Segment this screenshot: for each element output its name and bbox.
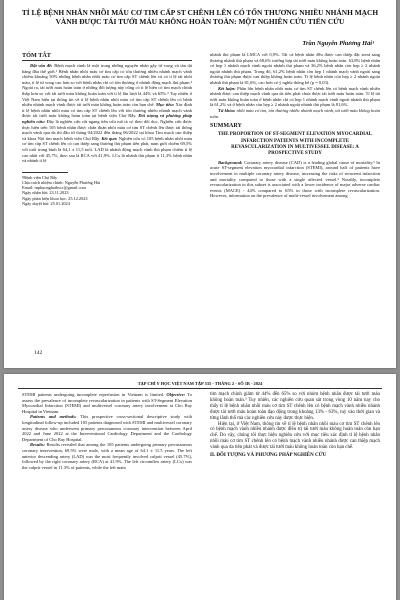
section-heading-methods: II. ĐỐI TƯỢNG VÀ PHƯƠNG PHÁP NGHIÊN CỨU (210, 453, 327, 459)
abstract-background: Đặt vấn đề: Bệnh mạch vành là một trong những nguyên nhân gây tử vong và tàn tật hàng đầu thế giới.¹ Bệnh nhân nhồi máu cơ tim cấp có tổn thương nhiều nhánh mạch vành chiếm khoảng 50% những bệnh nhân nhồi máu cơ tim cấp ST chênh lên và có tỉ lệ tái nhồi máu, tỉ lệ tử vong cao hơn so với bệnh nhân chỉ có tổn thương ở nhánh động mạch thủ phạm.² Ngoài ra, tái tưới máu hoàn toàn ở những đối tượng này cũng có tỉ lệ biến cố tim mạch chính thấp hơn so với tái tưới máu không hoàn toàn với tỉ lệ lần lượt là 44% và 65%.³ Tuy nhiên ở Việt Nam hiện tại thống tin về tỉ lệ bệnh nhân nhồi máu cơ tim cấp ST chênh lên có bệnh nhiều nhánh mạch vành được tái tưới máu không hoàn toàn còn hạn chế. Mục tiêu: Xác định tỉ lệ bệnh nhân nhồi máu cơ tim cấp ST chênh lên với tổn thương nhiều nhánh mạch vành được tái tưới máu không hoàn toàn tại bệnh viện Chợ Rẫy. Đối tượng và phương pháp nghiên cứu: Đây là nghiên cứu cắt ngang tiến cứu mô tả có theo dõi dọc. Nghiên cứu được thực hiện trên 105 bệnh nhân được chẩn đoán nhồi máu cơ tim ST chênh lên được tái thông mạch vành qua da thì đầu từ tháng 04/2022 đến tháng 06/2022 tại khoa Tim mạch can thiệp và khoa Nội tim mạch bệnh viện Chợ Rẫy. Kết quả: Nghiên cứu có 105 bệnh nhân nhồi máu cơ tim cấp ST chênh lên có can thiệp sang thương thủ phạm tiên phát, nam giới chiếm 69,5% với tuổi trung bình là 64,1 ± 11,5 tuổi. LAD là nhánh động mạch vành thủ phạm chiếm tỉ lệ cao nhất với 45,7%, theo sau là RCA với 41,9%. LCx là nhánh thủ phạm ít 11,3% bệnh nhân và nhánh tỉ lệ (22, 63, 192, 164)
keywords: Từ khóa: nhồi máu cơ tim, tổn thương nhiều nhánh mạch vành, tái tưới máu không hoàn toàn. (210, 107, 380, 119)
date-review: Ngày phản biện khoa học: 25.12.2023 (22, 195, 88, 201)
corresponding-email: Email: tnphuonghaibvcr@gmail.com (22, 185, 86, 191)
abstract-right-column (210, 52, 380, 199)
date-received: Ngày nhận bài: 23.11.2023 (22, 190, 69, 196)
date-approved: Ngày duyệt bài: 25.01.2024 (22, 200, 70, 206)
summary-objective: STEMI patients undergoing incomplete reperfusion in Vietnam is limited. Objective: To assess the prevalence of incomplete revascularization in patients with ST-Segment Elevation Myocardial Infarction (STEMI) and multivessel coronary artery involvement at Cho Ray Hospital in Vietnam. (22, 392, 193, 414)
intro-paragraph-1: tim mạch chính giảm từ 44% đến 65% so với nhóm bệnh nhân được tái tưới máu không hoàn toàn.³ Tuy nhiên, các nghiên cứu quan sát trong vòng 10 năm nay cho thấy tỉ lệ bệnh nhân nhồi máu cơ tim ST chênh lên có bệnh mạch vành nhiều nhánh được tái tưới máu hoàn toàn đạo động trong khoảng 13% - 63%, tuỳ vào thời gian và từng lãnh thổ mà các nghiên cứu này được thực hiện. (210, 392, 380, 421)
abstract-conclusion: Kết luận: Phần lớn bệnh nhân nhồi máu cơ tim ST chênh lên có bệnh mạch vành nhiều nhánh được can thiệp mạch vành qua da tiên phát chưa được tái tưới máu hoàn toàn. Tỉ lệ tái tưới máu không hoàn toàn ở bệnh nhân chỉ có hẹp 1 nhánh mạch vành ngoài nhánh thủ phạm là 61,2% và ở bệnh nhân còn hẹp ≥ 2 nhánh ngoài nhánh thủ phạm là 81,6%. (210, 85, 380, 108)
tomtat-heading: TÓM TẮT (22, 52, 192, 61)
page-number: 142 (34, 350, 43, 356)
abstract-results-continued: nhánh thủ phạm là LMCA với 0,9%. Tất cả bệnh nhân đều được can thiệp đặt stent sang thương nhánh thủ phạm và 68,6% trường hợp tái tưới máu không hoàn toàn. 63,8% bệnh nhân có hẹp 1 nhánh mạch vành ngoài nhánh thủ phạm và 36,2% bệnh nhân còn hẹp ≥ 2 nhánh ngoài nhánh thủ phạm. Trong đó, 61,2% bệnh nhân còn hẹp 1 nhánh mạch vành ngoài sang thương thủ phạm được can thiệp không hoàn toàn. Tỉ lệ bệnh nhân còn hẹp ≥ 2 nhánh ngoài nhánh thủ phạm là 81,6%, cao hơn có ý nghĩa thống kê (p = 0,03). (210, 52, 380, 85)
introduction-column (210, 392, 380, 459)
intro-paragraph-2: Hiện tại, ở Việt Nam, thông tin về tỉ lệ bệnh nhân nhồi máu cơ tim ST chênh lên có bệnh mạch vành nhiều nhánh được điều trị tái tưới máu không hoàn toàn còn hạn chế. Do vậy, chúng tôi thực hiện nghiên cứu với mục tiêu xác định tỉ lệ bệnh nhân nhồi máu cơ tim ST chênh lên có bệnh mạch vành nhiều nhánh được can thiệp mạch vành qua da tiên phát và được tái tưới máu không hoàn toàn còn hạn chế. (210, 421, 380, 451)
summary-methods: Patients and methods: This prospective cross-sectional descriptive study with longitudinal follow-up included 105 patients diagnosed with STEMI and multivessel coronary artery disease who underwent primary percutaneous coronary intervention between April 2022 and June 2022 at the Interventional Cardiology Department and the Cardiology Department of Cho Ray Hospital. (22, 414, 192, 442)
abstract-vietnamese-column (22, 52, 192, 206)
summary-heading: SUMMARY (210, 123, 242, 130)
summary-continued-column (22, 392, 192, 470)
journal-header: TẠP CHÍ Y HỌC VIỆT NAM TẬP 535 - THÁNG 2 - SỐ 1B - 2024 (18, 380, 382, 389)
page-1 (4, 0, 396, 368)
corresponding-author: Chịu trách nhiệm chính: Nguyễn Phương Hải (22, 179, 101, 185)
summary-results: Results: Results revealed that among the 105 patients undergoing primary percutaneous coronary intervention, 69.5% were male, with a mean age of 64.1 ± 11.5 years. The left anterior descending artery (LAD) was the most frequently involved culprit vessel (45.7%), followed by the right coronary artery (RCA) at 41.9%. The left circumflex artery (LCx) was the culprit vessel in 11.3% of patients, while the left main (22, 442, 192, 470)
summary-background: Background: Coronary artery disease (CAD) is a leading global cause of mortality.¹ In acute ST-segment elevation myocardial infarction (STEMI), around half of patients have involvement in multiple coronary artery disease, increasing the risks of recurrent infarction and mortality compared to those with a single affected vessel.² Notably, incomplete revascularization in this subset is associated with a lower incidence of major adverse cardiac events (MACE) - 44% compared to 65% in those with incomplete revascularization. However, information on the prevalence of multi-vessel involvement among (210, 159, 380, 199)
article-title: TỈ LỆ BỆNH NHÂN NHỒI MÁU CƠ TIM CẤP ST CHÊNH LÊN CÓ TỔN THƯƠNG NHIỀU NHÁNH MẠCH VÀNH ĐƯỢC TÁI TƯỚI MÁU KHÔNG HOÀN TOÀN: MỘT NGHIÊN CỨU TIẾN CỨU (21, 8, 379, 26)
page-2 (4, 374, 396, 600)
english-title: THE PROPORTION OF ST-SEGMENT ELEVATION MYOCARDIAL INFARCTION PATIENTS WITH INCOMPLETE REVASCULARIZATION IN MULTIVESSEL DISEASE: A PROSPECTIVE STUDY (217, 132, 373, 157)
author-name: Trần Nguyễn Phương Hải¹ (302, 40, 374, 47)
footnote-divider (22, 172, 68, 173)
footnote-affiliation: ¹Bệnh viện Chợ Rẫy (22, 174, 58, 180)
